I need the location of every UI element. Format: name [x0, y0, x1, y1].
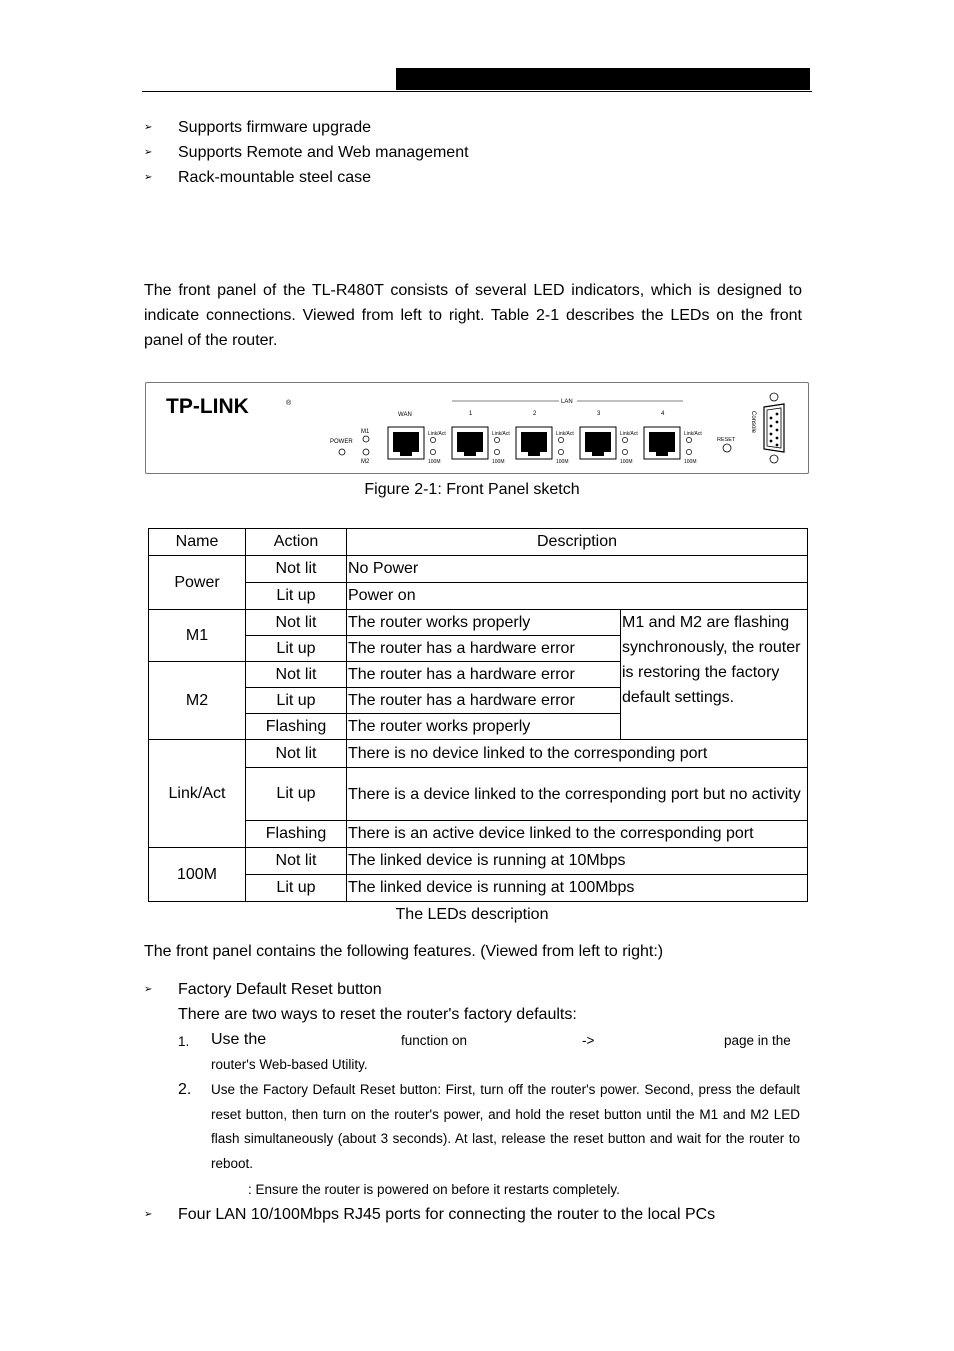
description-cell: There is an active device linked to the corresponding port [347, 821, 808, 848]
note-text: : Ensure the router is powered on before it restarts completely. [248, 1182, 620, 1197]
wan-link-led-icon [430, 437, 435, 442]
step-1-number: 1. [178, 1034, 190, 1049]
description-cell: The router has a hardware error [347, 688, 621, 714]
action-cell: Flashing [246, 714, 347, 740]
m2-led-icon [363, 449, 369, 455]
front-panel-sketch [145, 382, 809, 474]
step-1-use: Use the [211, 1031, 267, 1048]
power-led-icon [339, 449, 345, 455]
table-caption: The LEDs description [395, 906, 549, 923]
table-header-row [149, 529, 808, 556]
step-2-number: 2. [178, 1081, 192, 1098]
console-label: Console [750, 411, 756, 434]
reset-button-icon [723, 444, 731, 452]
description-cell: The linked device is running at 10Mbps [347, 848, 808, 875]
reset-intro: There are two ways to reset the router's factory defaults: [178, 1006, 577, 1023]
description-cell: The router works properly [347, 610, 621, 636]
intro-paragraph: The front panel of the TL-R480T consists of several LED indicators, which is designed to indicate connections. Viewed from left to right. Table 2-1 describes the LEDs on the front panel of the router. [144, 282, 802, 349]
table-row [149, 556, 808, 583]
m-flash-note-cell: M1 and M2 are flashing synchronously, the router is restoring the factory default settings. [621, 610, 808, 740]
description-cell: There is no device linked to the corresponding port [347, 740, 808, 768]
action-cell: Not lit [246, 662, 347, 688]
lan3-link-act-label: Link/Act [620, 431, 638, 437]
lan3-speed-label: 100M [620, 459, 633, 465]
arrow-bullet-icon: ➢ [144, 147, 153, 158]
lan4-link-act-label: Link/Act [684, 431, 702, 437]
lan-port-1-icon [452, 427, 488, 459]
power-label: POWER [330, 439, 353, 445]
action-cell: Not lit [246, 740, 347, 768]
port-number-3: 3 [597, 411, 601, 417]
lan-label: LAN [561, 399, 573, 405]
description-cell: The linked device is running at 100Mbps [347, 875, 808, 902]
figure-caption: Figure 2-1: Front Panel sketch [364, 481, 580, 498]
lan3-speed-led-icon [622, 449, 627, 454]
header-rule [142, 91, 812, 92]
lan3-link-led-icon [622, 437, 627, 442]
m1-label: M1 [361, 429, 370, 435]
lan1-speed-led-icon [494, 449, 499, 454]
name-cell: M2 [149, 662, 246, 740]
table-row [149, 848, 808, 875]
arrow-bullet-icon: ➢ [144, 172, 153, 183]
wan-speed-label: 100M [428, 459, 441, 465]
lan-port-2-icon [516, 427, 552, 459]
m1-led-icon [363, 436, 369, 442]
description-cell: The router has a hardware error [347, 636, 621, 662]
action-cell: Lit up [246, 688, 347, 714]
arrow-bullet-icon: ➢ [144, 984, 153, 995]
tp-link-logo: TP-LINK [166, 395, 249, 418]
lan4-speed-led-icon [686, 449, 691, 454]
lan4-link-led-icon [686, 437, 691, 442]
step-2-text: Use the Factory Default Reset button: First, turn off the router's power. Second, press the default reset button, then turn on the router's power, and hold the reset button until the M1 and M2 LED flash simultaneously (about 3 seconds). At last, release the reset button and wait for the router to reboot. [211, 1082, 800, 1172]
port-number-2: 2 [533, 411, 537, 417]
name-cell: M1 [149, 610, 246, 662]
led-description-table [148, 528, 808, 902]
features-intro: The front panel contains the following features. (Viewed from left to right:) [144, 943, 664, 960]
description-cell: The router has a hardware error [347, 662, 621, 688]
lan2-link-act-label: Link/Act [556, 431, 574, 437]
action-cell: Not lit [246, 610, 347, 636]
action-cell: Lit up [246, 583, 347, 610]
arrow-bullet-icon: ➢ [144, 1209, 153, 1220]
wan-speed-led-icon [430, 449, 435, 454]
port-number-4: 4 [661, 411, 665, 417]
table-row [149, 583, 808, 610]
name-cell: Power [149, 556, 246, 610]
reset-label: RESET [717, 437, 736, 443]
console-port-icon [764, 393, 784, 463]
lan1-link-led-icon [494, 437, 499, 442]
description-cell: Power on [347, 583, 808, 610]
step-1-line-2: router's Web-based Utility. [211, 1057, 368, 1072]
lan1-speed-label: 100M [492, 459, 505, 465]
header-name: Name [149, 529, 246, 556]
lan4-speed-label: 100M [684, 459, 697, 465]
wan-link-act-label: Link/Act [428, 431, 446, 437]
action-cell: Flashing [246, 821, 347, 848]
m2-label: M2 [361, 459, 370, 465]
lan2-speed-label: 100M [556, 459, 569, 465]
port-number-1: 1 [469, 411, 473, 417]
description-cell: No Power [347, 556, 808, 583]
description-cell: The router works properly [347, 714, 621, 740]
lan-port-4-icon [644, 427, 680, 459]
lan2-speed-led-icon [558, 449, 563, 454]
lan1-link-act-label: Link/Act [492, 431, 510, 437]
lan-port-3-icon [580, 427, 616, 459]
action-cell: Not lit [246, 848, 347, 875]
action-cell: Lit up [246, 636, 347, 662]
step-1-page-in-the: page in the [724, 1033, 791, 1048]
table-row [149, 610, 808, 636]
name-cell: 100M [149, 848, 246, 902]
table-row [149, 740, 808, 768]
table-row [149, 768, 808, 821]
lan2-link-led-icon [558, 437, 563, 442]
table-row [149, 875, 808, 902]
wan-port-icon [388, 427, 424, 459]
registered-mark: ® [286, 400, 292, 407]
action-cell: Lit up [246, 768, 347, 821]
front-panel-drawing [146, 383, 808, 473]
action-cell: Lit up [246, 875, 347, 902]
action-cell: Not lit [246, 556, 347, 583]
step-1-function-on: function on [401, 1033, 468, 1048]
header-bar [396, 68, 810, 90]
name-cell: Link/Act [149, 740, 246, 848]
description-cell: There is a device linked to the corresponding port but no activity [347, 768, 808, 821]
table-row [149, 821, 808, 848]
wan-label: WAN [398, 412, 412, 418]
arrow-bullet-icon: ➢ [144, 122, 153, 133]
step-1-arrow: -> [582, 1033, 595, 1048]
header-action: Action [246, 529, 347, 556]
header-description: Description [347, 529, 808, 556]
